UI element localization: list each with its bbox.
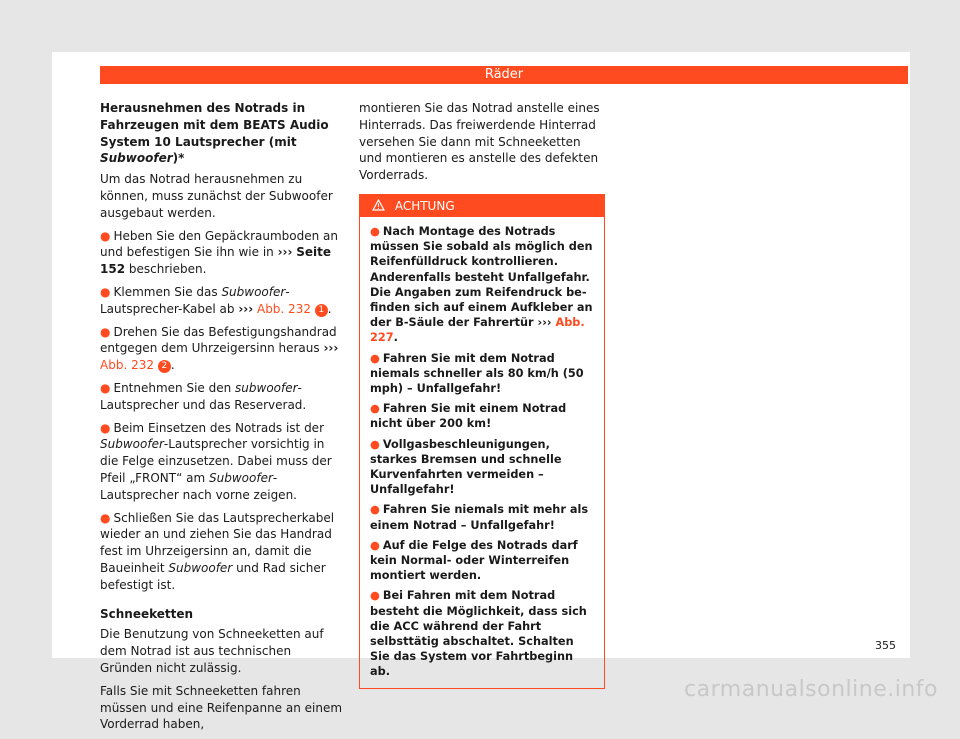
bullet-icon: ● (100, 420, 111, 435)
warning-item: ● Bei Fahren mit dem Notrad besteht die Möglichkeit, dass sich die ACC während der Fahrt selbsttätig abschaltet. Schalten Sie das System vor Fahrtbeginn ab. (370, 589, 587, 679)
bullet-icon: ● (100, 380, 111, 395)
watermark: carmanualsonline.info (684, 677, 938, 702)
bullet-icon: ● (100, 324, 111, 339)
warning-item: ● Vollgasbeschleunigungen, starkes Bremsen und schnelle Kurvenfahrten vermeiden – Unfallgefahr! (370, 437, 562, 497)
intro-paragraph: Um das Notrad herausnehmen zu können, muss zunächst der Subwoofer ausgebaut werden. (100, 172, 333, 220)
warning-triangle-icon (372, 199, 389, 213)
list-item: ● Schließen Sie das Lautsprecherkabel wieder an und ziehen Sie das Handrad fest im Uhrzeigersinn an, damit die Baueinheit Subwoofer und Rad sicher befestigt ist. (100, 510, 335, 592)
warning-item: ● Nach Montage des Notrads müssen Sie sobald als möglich den Reifenfülldruck kontrollieren. Anderenfalls besteht Unfallgefahr. Die Angaben zum Reifendruck befinden sich auf einem Aufkleber an der B-Säule der Fahrertür ››› Abb. 227. (370, 224, 593, 345)
warning-item: ● Fahren Sie mit einem Notrad nicht über 200 km! (370, 402, 567, 431)
warning-item: ● Fahren Sie mit dem Notrad niemals schneller als 80 km/h (50 mph) – Unfallgefahr! (370, 351, 584, 396)
page-number: 355 (875, 639, 896, 652)
list-item: ● Heben Sie den Gepäckraumboden an und befestigen Sie ihn wie in ››› Seite 152 beschrieben. (100, 228, 338, 277)
callout-number: 2 (158, 360, 171, 373)
reference-arrow-icon: ››› (323, 341, 339, 356)
page-reference[interactable]: Seite 152 (100, 245, 332, 277)
bullet-icon: ● (100, 284, 111, 299)
warning-item: ● Auf die Felge des Notrads darf kein Normal- oder Winterreifen montiert werden. (370, 538, 578, 583)
reference-arrow-icon: ››› (537, 316, 552, 330)
section-title-spare-wheel: Herausnehmen des Notrads in Fahrzeugen mit dem BEATS Audio System 10 Lautsprecher (mit Subwoofer)* (100, 101, 329, 166)
chapter-title: Räder (484, 67, 524, 82)
list-item: ● Entnehmen Sie den subwoofer-Lautsprecher und das Reserverad. (100, 380, 307, 412)
figure-reference[interactable]: Abb. 227 (370, 316, 585, 345)
bullet-icon: ● (370, 437, 380, 451)
bullet-icon: ● (370, 224, 380, 238)
bullet-icon: ● (370, 589, 380, 603)
reference-arrow-icon: ››› (238, 301, 254, 316)
middle-column (359, 100, 605, 689)
bullet-icon: ● (370, 503, 380, 517)
warning-body (360, 217, 604, 688)
list-item: ● Beim Einsetzen des Notrads ist der Subwoofer-Lautsprecher vorsichtig in die Felge einzusetzen. Dabei muss der Pfeil „FRONT“ am Subwoofer-Lautsprecher nach vorne zeigen. (100, 420, 332, 502)
warning-box (359, 194, 605, 689)
bullet-icon: ● (100, 510, 111, 525)
reference-arrow-icon: ››› (277, 245, 293, 260)
callout-number: 1 (315, 304, 328, 317)
chapter-header (100, 66, 908, 84)
list-item: ● Klemmen Sie das Subwoofer-Lautsprecher-Kabel ab ››› Abb. 232 1 . (100, 284, 332, 316)
bullet-icon: ● (370, 402, 380, 416)
paragraph: montieren Sie das Notrad anstelle eines Hinterrads. Das freiwerdende Hinterrad versehen Sie dann mit Schneeketten und montieren es anstelle des defekten Vorderrads. (359, 101, 600, 183)
list-item: ● Drehen Sie das Befestigungshandrad entgegen dem Uhrzeigersinn heraus ››› Abb. 232 2 . (100, 324, 339, 373)
warning-title: ACHTUNG (394, 198, 455, 213)
figure-reference[interactable]: Abb. 232 (100, 358, 154, 373)
warning-item: ● Fahren Sie niemals mit mehr als einem Notrad – Unfallgefahr! (370, 503, 589, 532)
left-column (100, 100, 345, 739)
warning-header (360, 195, 604, 217)
bullet-icon: ● (370, 538, 380, 552)
bullet-icon: ● (100, 228, 111, 243)
figure-reference[interactable]: Abb. 232 (256, 301, 311, 316)
paragraph: Die Benutzung von Schneeketten auf dem Notrad ist aus technischen Gründen nicht zulässig. (100, 627, 324, 675)
paragraph: Falls Sie mit Schneeketten fahren müssen und eine Reifenpanne an einem Vorderrad haben, (100, 683, 343, 732)
section-title-snow-chains: Schneeketten (100, 606, 194, 621)
bullet-icon: ● (370, 351, 380, 365)
